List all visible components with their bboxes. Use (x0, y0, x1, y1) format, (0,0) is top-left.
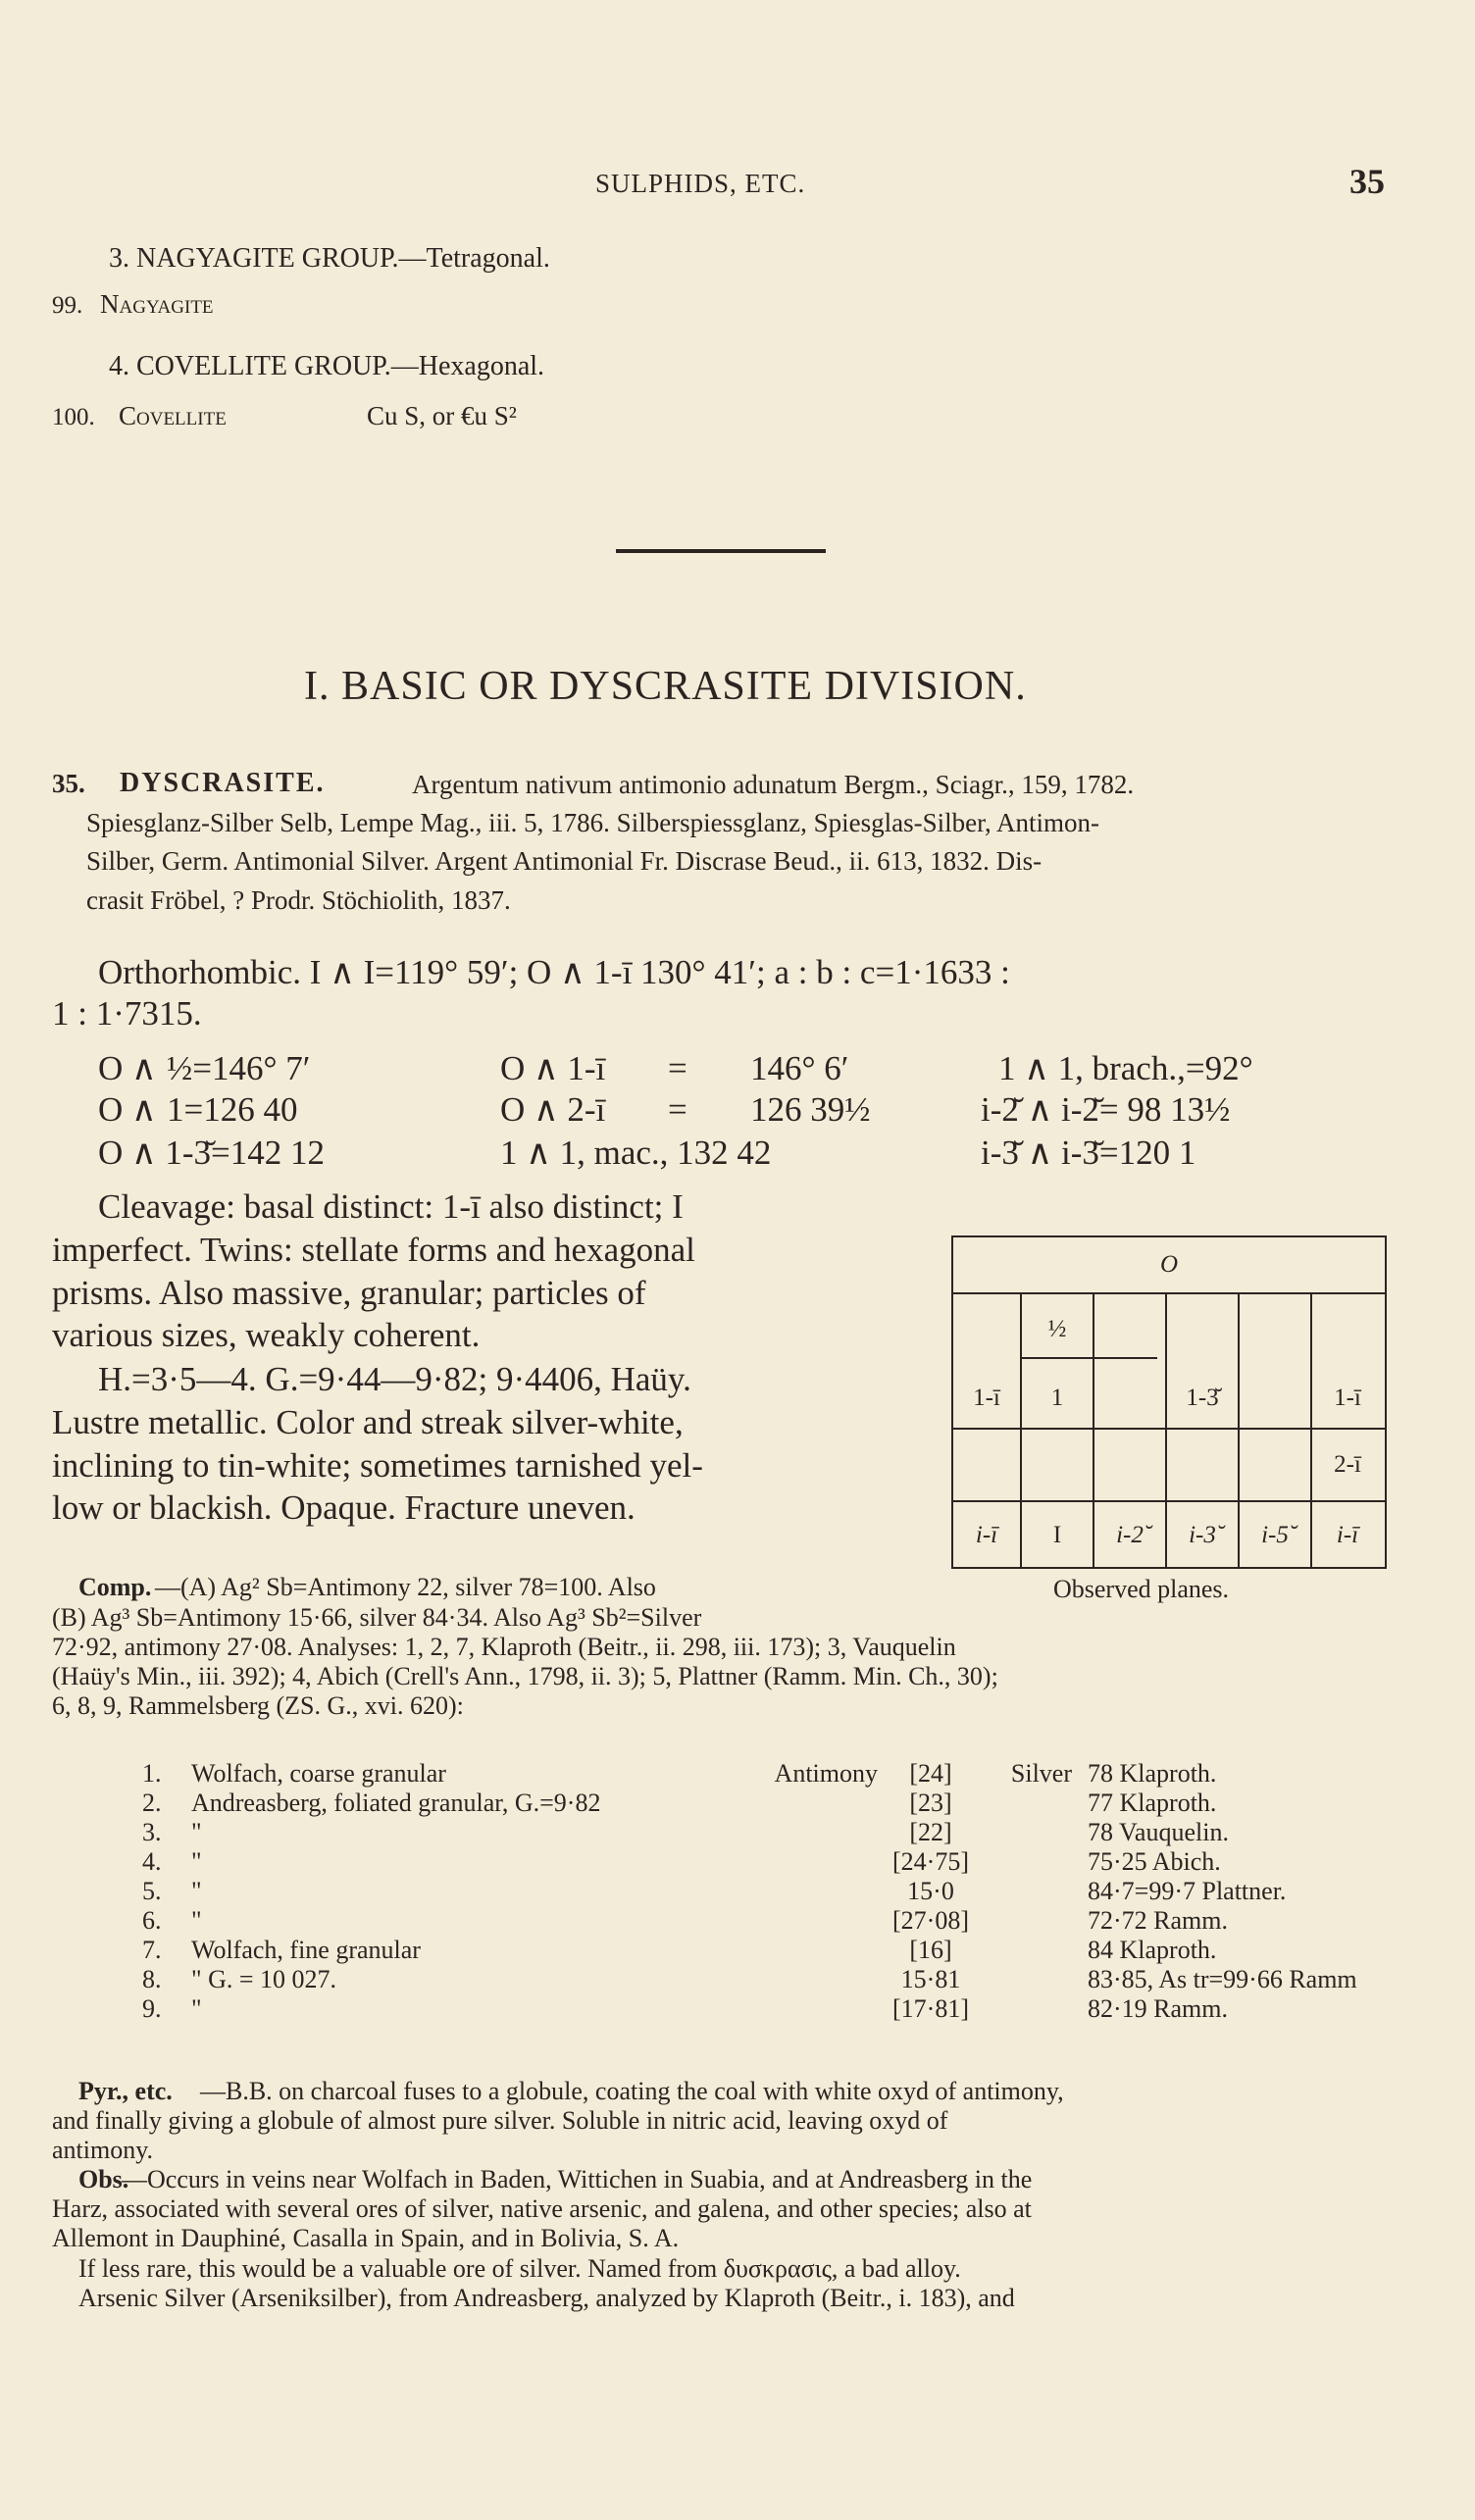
angle-r2-c3: O ∧ 2-ī (500, 1090, 606, 1129)
analysis-silver: 84·7=99·7 Plattner. (1088, 1877, 1287, 1905)
diagram-col-rule-2 (1093, 1292, 1094, 1567)
analysis-silver-label (984, 1965, 1080, 1994)
plane-basal: O (1159, 1251, 1179, 1278)
diagram-col-rule-3 (1165, 1292, 1167, 1567)
analysis-number: 3. (142, 1818, 162, 1846)
analysis-row (142, 1906, 1460, 1936)
analysis-number: 4. (142, 1847, 162, 1876)
diagram-row-rule-3 (953, 1428, 1385, 1430)
analysis-silver-label (984, 1818, 1080, 1847)
diagram-col-rule-1 (1020, 1292, 1022, 1567)
species-number-100: 100. (52, 404, 95, 430)
analysis-silver-label (984, 1847, 1080, 1877)
comp-line-4: (Haüy's Min., iii. 392); 4, Abich (Crell's Ann., 1798, ii. 3); 5, Plattner (Ramm. Min. Ch., 30); (52, 1662, 998, 1690)
analysis-row (142, 1789, 1460, 1818)
analysis-antimony-label (760, 1936, 878, 1965)
crystal-axes-line: 1 : 1·7315. (52, 994, 202, 1033)
analysis-antimony-label: Antimony (774, 1759, 878, 1788)
species-name-nagyagite: Nagyagite (100, 289, 214, 319)
analysis-silver-label: Silver (1010, 1759, 1072, 1788)
physical-line-7: inclining to tin-white; sometimes tarnished yel- (52, 1446, 703, 1485)
species-formula-covellite: Cu S, or €u S² (367, 401, 517, 430)
diagram-row-rule-4 (953, 1500, 1385, 1502)
pyr-label: Pyr., etc. (78, 2077, 173, 2105)
analysis-number: 1. (142, 1759, 162, 1788)
obs-line-4: If less rare, this would be a valuable ore of silver. Named from δυσκρασις, a bad alloy. (78, 2254, 961, 2283)
angle-r2-c5: 126 39½ (750, 1090, 871, 1129)
analysis-silver-label (984, 1906, 1080, 1936)
diagram-row-rule-2 (1020, 1357, 1157, 1359)
analysis-antimony-label (760, 1818, 878, 1847)
plane-b-5: i-5̆ (1261, 1522, 1289, 1548)
running-title: SULPHIDS, ETC. (595, 169, 806, 198)
analysis-row (142, 1759, 1460, 1789)
physical-line-6: Lustre metallic. Color and streak silver-white, (52, 1403, 684, 1441)
plane-r1-2: 1 (1050, 1385, 1064, 1411)
species-name-covellite: Covellite (119, 401, 227, 430)
analysis-locality: Wolfach, fine granular (191, 1936, 421, 1964)
obs-line-2: Harz, associated with several ores of silver, native arsenic, and galena, and other species; also at (52, 2194, 1032, 2223)
species-number-99: 99. (52, 292, 83, 319)
analysis-antimony: [17·81] (892, 1994, 969, 2023)
physical-line-1: Cleavage: basal distinct: 1-ī also distinct; I (98, 1187, 684, 1226)
analysis-locality: Wolfach, coarse granular (191, 1759, 446, 1788)
analysis-antimony: [16] (909, 1936, 952, 1964)
angle-r2-c4: = (668, 1090, 687, 1129)
analysis-silver: 82·19 Ramm. (1088, 1994, 1228, 2023)
analysis-antimony-label (760, 1789, 878, 1818)
analysis-number: 9. (142, 1994, 162, 2023)
pyr-line-2: and finally giving a globule of almost pure silver. Soluble in nitric acid, leaving oxyd of (52, 2106, 948, 2135)
analysis-silver-label (984, 1789, 1080, 1818)
physical-line-8: low or blackish. Opaque. Fracture uneven. (52, 1488, 636, 1527)
pyr-line-1: —B.B. on charcoal fuses to a globule, coating the coal with white oxyd of antimony, (200, 2077, 1064, 2105)
comp-line-2: (B) Ag³ Sb=Antimony 15·66, silver 84·34. Also Ag³ Sb²=Silver (52, 1603, 702, 1632)
analyses-table (142, 1759, 1460, 2024)
group-heading-covellite: 4. COVELLITE GROUP.—Hexagonal. (109, 351, 545, 381)
diagram-col-rule-4 (1238, 1292, 1240, 1567)
page-number: 35 (1349, 162, 1385, 201)
plane-b-2: I (1052, 1522, 1062, 1548)
plane-b-6: i-ī (1336, 1522, 1359, 1548)
physical-line-5: H.=3·5—4. G.=9·44—9·82; 9·4406, Haüy. (98, 1360, 691, 1398)
analysis-antimony-label (760, 1877, 878, 1906)
plane-b-4: i-3̆ (1189, 1522, 1216, 1548)
obs-line-5: Arsenic Silver (Arseniksilber), from Andreasberg, analyzed by Klaproth (Beitr., i. 183), and (78, 2284, 1015, 2312)
comp-line-1: —(A) Ag² Sb=Antimony 22, silver 78=100. Also (155, 1573, 656, 1601)
analysis-silver-label (984, 1877, 1080, 1906)
angle-r1-c6: 1 ∧ 1, brach.,=92° (998, 1049, 1253, 1087)
crystal-system-line: Orthorhombic. I ∧ I=119° 59′; O ∧ 1-ī 130° 41′; a : b : c=1·1633 : (98, 953, 1010, 991)
physical-line-4: various sizes, weakly coherent. (52, 1316, 481, 1354)
angle-r1-c2: ½=146° 7′ (167, 1049, 311, 1087)
synonymy-line-3: Silber, Germ. Antimonial Silver. Argent Antimonial Fr. Discrase Beud., ii. 613, 1832. Dis- (86, 846, 1043, 876)
physical-line-2: imperfect. Twins: stellate forms and hexagonal (52, 1231, 695, 1269)
analysis-locality: " (191, 1818, 202, 1846)
analysis-antimony-label (760, 1906, 878, 1936)
analysis-number: 6. (142, 1906, 162, 1935)
diagram-row-rule-1 (953, 1292, 1385, 1294)
angle-r2-c2: 1=126 40 (167, 1090, 298, 1129)
analysis-locality: " G. = 10 027. (191, 1965, 337, 1993)
analysis-silver: 84 Klaproth. (1088, 1936, 1217, 1964)
plane-r1-3: 1-3̆ (1186, 1385, 1219, 1411)
analysis-number: 2. (142, 1789, 162, 1817)
analysis-row (142, 1818, 1460, 1847)
section-divider (616, 549, 826, 553)
group-heading-nagyagite: 3. NAGYAGITE GROUP.—Tetragonal. (109, 243, 550, 274)
analysis-number: 7. (142, 1936, 162, 1964)
angle-r2-c1: O ∧ (98, 1090, 157, 1129)
obs-line-1: —Occurs in veins near Wolfach in Baden, Wittichen in Suabia, and at Andreasberg in the (122, 2165, 1033, 2193)
observed-planes-diagram (951, 1235, 1387, 1569)
analysis-row (142, 1994, 1460, 2024)
division-title: I. BASIC OR DYSCRASITE DIVISION. (304, 664, 1027, 709)
analysis-silver: 72·72 Ramm. (1088, 1906, 1228, 1935)
analysis-locality: " (191, 1906, 202, 1935)
analysis-antimony-label (760, 1994, 878, 2024)
diagram-col-rule-5 (1310, 1292, 1312, 1567)
analysis-locality: " (191, 1994, 202, 2023)
physical-line-3: prisms. Also massive, granular; particles of (52, 1274, 646, 1312)
analysis-silver: 83·85, As tr=99·66 Ramm (1088, 1965, 1357, 1993)
angle-r1-c4: = (668, 1049, 687, 1087)
species-entry-name: DYSCRASITE. (120, 768, 326, 798)
analysis-antimony: [22] (909, 1818, 952, 1846)
analysis-antimony: [24·75] (892, 1847, 969, 1876)
analysis-silver-label (984, 1936, 1080, 1965)
analysis-row (142, 1965, 1460, 1994)
analysis-row (142, 1936, 1460, 1965)
synonymy-line-2: Spiesglanz-Silber Selb, Lempe Mag., iii. 5, 1786. Silberspiessglanz, Spiesglas-Silber, Antimon- (86, 808, 1100, 837)
angle-r3-c6: i-3̆ ∧ i-3̆=120 1 (981, 1134, 1196, 1172)
angle-r3-c3: 1 ∧ 1, mac., 132 42 (500, 1134, 772, 1172)
analysis-row (142, 1847, 1460, 1877)
angle-r1-c1: O ∧ (98, 1049, 157, 1087)
angle-r1-c5: 146° 6′ (750, 1049, 849, 1087)
analysis-number: 8. (142, 1965, 162, 1993)
plane-r1-4: 1-ī (1334, 1385, 1361, 1411)
comp-line-5: 6, 8, 9, Rammelsberg (ZS. G., xvi. 620): (52, 1691, 464, 1720)
angle-r3-c1: O ∧ 1-3̆=142 12 (98, 1134, 326, 1172)
obs-line-3: Allemont in Dauphiné, Casalla in Spain, and in Bolivia, S. A. (52, 2224, 680, 2252)
analysis-silver: 78 Vauquelin. (1088, 1818, 1229, 1846)
analysis-antimony: [24] (909, 1759, 952, 1788)
diagram-caption: Observed planes. (1053, 1575, 1230, 1603)
angle-r2-c6: i-2̆ ∧ i-2̆= 98 13½ (981, 1090, 1231, 1129)
angle-r1-c3: O ∧ 1-ī (500, 1049, 606, 1087)
analysis-antimony-label (760, 1965, 878, 1994)
analysis-antimony-label (760, 1847, 878, 1877)
analysis-locality: Andreasberg, foliated granular, G.=9·82 (191, 1789, 601, 1817)
analysis-silver: 78 Klaproth. (1088, 1759, 1217, 1788)
comp-label: Comp. (78, 1573, 152, 1601)
analysis-antimony: [27·08] (892, 1906, 969, 1935)
plane-b-3: i-2̆ (1116, 1522, 1144, 1548)
comp-line-3: 72·92, antimony 27·08. Analyses: 1, 2, 7, Klaproth (Beitr., ii. 298, iii. 173); 3, Vauquelin (52, 1633, 956, 1661)
analysis-antimony: 15·0 (907, 1877, 954, 1905)
analysis-silver: 77 Klaproth. (1088, 1789, 1217, 1817)
analysis-antimony: 15·81 (900, 1965, 961, 1993)
plane-b-1: i-ī (975, 1522, 998, 1548)
pyr-line-3: antimony. (52, 2136, 154, 2164)
synonymy-line-1: Argentum nativum antimonio adunatum Bergm., Sciagr., 159, 1782. (412, 770, 1135, 799)
analysis-number: 5. (142, 1877, 162, 1905)
obs-label: Obs. (78, 2165, 129, 2193)
analysis-silver: 75·25 Abich. (1088, 1847, 1221, 1876)
analysis-row (142, 1877, 1460, 1906)
analysis-locality: " (191, 1847, 202, 1876)
plane-r1-1: 1-ī (973, 1385, 1000, 1411)
species-entry-number: 35. (52, 769, 85, 798)
plane-r2-right: 2-ī (1334, 1451, 1361, 1478)
synonymy-line-4: crasit Fröbel, ? Prodr. Stöchiolith, 1837. (86, 885, 511, 915)
analysis-silver-label (984, 1994, 1080, 2024)
analysis-antimony: [23] (909, 1789, 952, 1817)
plane-half: ½ (1047, 1316, 1067, 1342)
analysis-locality: " (191, 1877, 202, 1905)
